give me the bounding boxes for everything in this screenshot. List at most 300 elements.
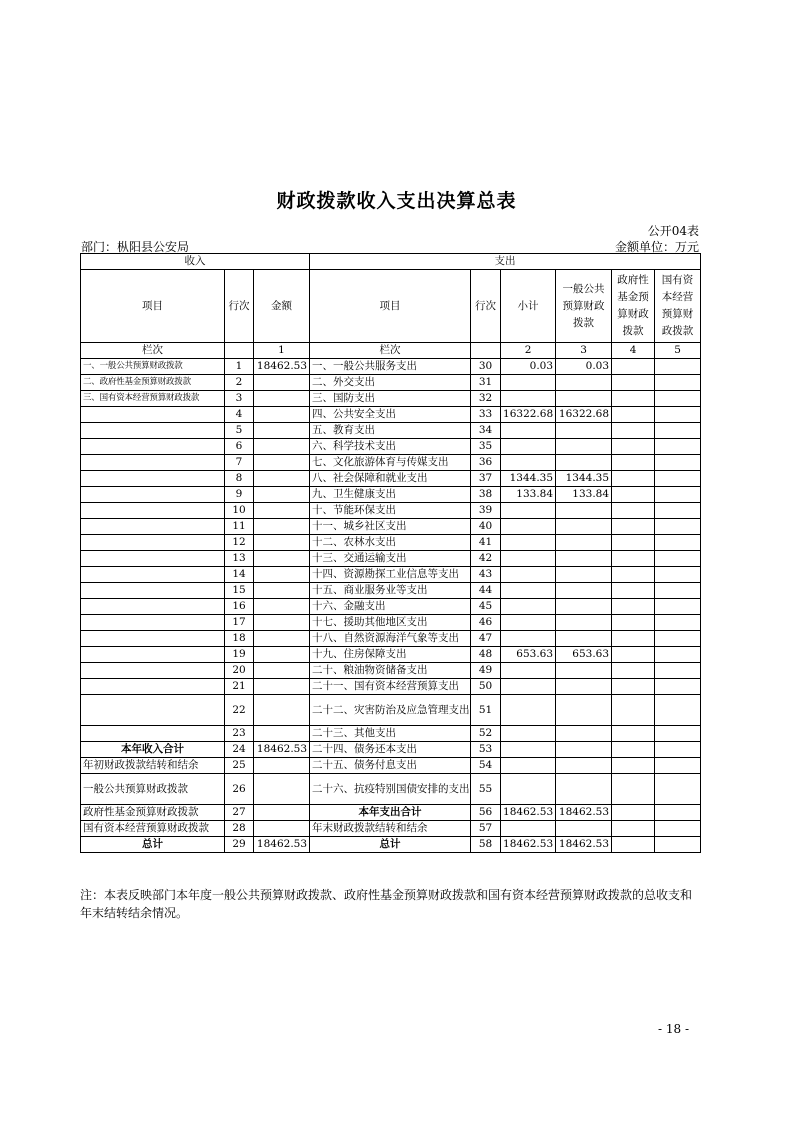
table-row: [81, 599, 701, 615]
subtotal-cell: [501, 423, 556, 439]
general-budget-cell: [556, 535, 612, 551]
expense-row-no-cell: 36: [471, 455, 501, 471]
expense-row-no-cell: 40: [471, 519, 501, 535]
state-capital-cell: [655, 503, 701, 519]
income-amount-cell: [254, 567, 310, 583]
income-row-no-cell: 4: [225, 407, 254, 423]
income-item-header: 项目: [81, 270, 225, 343]
income-header: 收入: [81, 254, 310, 270]
expense-item-cell: 年末财政拨款结转和结余: [310, 821, 471, 837]
income-amount-cell: 18462.53: [254, 742, 310, 758]
expense-row-no-cell: 50: [471, 679, 501, 695]
table-row: [81, 375, 701, 391]
general-budget-cell: [556, 583, 612, 599]
income-row-no-cell: 17: [225, 615, 254, 631]
income-item-cell: 国有资本经营预算财政拨款: [81, 821, 225, 837]
expense-item-cell: 十三、交通运输支出: [310, 551, 471, 567]
gov-fund-cell: [612, 774, 655, 805]
subtotal-cell: [501, 439, 556, 455]
gov-fund-cell: [612, 535, 655, 551]
expense-row-no-cell: 31: [471, 375, 501, 391]
gov-fund-cell: [612, 551, 655, 567]
subtotal-cell: 0.03: [501, 359, 556, 375]
income-item-cell: 一般公共预算财政拨款: [81, 774, 225, 805]
income-row-no-cell: 2: [225, 375, 254, 391]
expense-row-no-cell: 54: [471, 758, 501, 774]
income-row-no-cell: 8: [225, 471, 254, 487]
income-amount-cell: [254, 663, 310, 679]
income-amount-cell: [254, 391, 310, 407]
expense-row-no-cell: 57: [471, 821, 501, 837]
column-number: 4: [612, 343, 655, 359]
expense-row-no-cell: 58: [471, 837, 501, 853]
page-title: 财政拨款收入支出决算总表: [276, 190, 517, 212]
income-item-cell: 三、国有资本经营预算财政拨款: [81, 391, 225, 407]
general-budget-cell: [556, 551, 612, 567]
general-budget-cell: [556, 439, 612, 455]
subtotal-cell: [501, 615, 556, 631]
expense-item-cell: 十二、农林水支出: [310, 535, 471, 551]
table-row: [81, 535, 701, 551]
expense-item-cell: 二、外交支出: [310, 375, 471, 391]
gov-fund-cell: [612, 695, 655, 726]
subtotal-cell: 133.84: [501, 487, 556, 503]
gov-fund-cell: [612, 407, 655, 423]
income-row-no-cell: 18: [225, 631, 254, 647]
state-capital-cell: [655, 726, 701, 742]
expense-row-no-cell: 55: [471, 774, 501, 805]
income-item-cell: [81, 726, 225, 742]
expense-row-no-cell: 52: [471, 726, 501, 742]
income-item-cell: [81, 535, 225, 551]
income-row-no-cell: 22: [225, 695, 254, 726]
income-item-cell: [81, 551, 225, 567]
general-budget-cell: [556, 821, 612, 837]
income-amount-cell: [254, 535, 310, 551]
expense-item-cell: 五、教育支出: [310, 423, 471, 439]
general-budget-cell: [556, 631, 612, 647]
state-capital-cell: [655, 487, 701, 503]
column-number: 3: [556, 343, 612, 359]
income-row-no-cell: 5: [225, 423, 254, 439]
general-budget-cell: 16322.68: [556, 407, 612, 423]
income-amount-cell: [254, 455, 310, 471]
gov-fund-cell: [612, 439, 655, 455]
income-item-cell: [81, 503, 225, 519]
expense-item-cell: 一、一般公共服务支出: [310, 359, 471, 375]
table-row: [81, 439, 701, 455]
table-row: [81, 487, 701, 503]
income-row-no-cell: 28: [225, 821, 254, 837]
subtotal-cell: [501, 583, 556, 599]
expense-row-no-cell: 44: [471, 583, 501, 599]
gov-fund-cell: [612, 567, 655, 583]
expense-item-cell: 二十、粮油物资储备支出: [310, 663, 471, 679]
expense-item-cell: 十七、援助其他地区支出: [310, 615, 471, 631]
gov-fund-cell: [612, 455, 655, 471]
table-row: [81, 663, 701, 679]
state-capital-cell: [655, 805, 701, 821]
table-row: [81, 519, 701, 535]
table-row: [81, 726, 701, 742]
general-budget-cell: [556, 599, 612, 615]
general-budget-cell: [556, 567, 612, 583]
expense-row-no-cell: 56: [471, 805, 501, 821]
gov-fund-cell: [612, 583, 655, 599]
income-row-no-cell: 13: [225, 551, 254, 567]
expense-item-cell: 本年支出合计: [310, 805, 471, 821]
state-capital-cell: [655, 663, 701, 679]
general-budget-cell: [556, 679, 612, 695]
general-budget-cell: [556, 375, 612, 391]
state-capital-cell: [655, 774, 701, 805]
state-capital-cell: [655, 837, 701, 853]
column-label: 栏次: [310, 343, 471, 359]
table-row: [81, 455, 701, 471]
income-row-no-cell: 19: [225, 647, 254, 663]
income-row-no-cell: 21: [225, 679, 254, 695]
column-label: 栏次: [81, 343, 225, 359]
state-capital-cell: [655, 647, 701, 663]
income-amount-cell: [254, 695, 310, 726]
subtotal-cell: 1344.35: [501, 471, 556, 487]
gov-fund-cell: [612, 503, 655, 519]
income-amount-cell: [254, 631, 310, 647]
income-item-cell: [81, 679, 225, 695]
expense-row-no-cell: 43: [471, 567, 501, 583]
state-capital-cell: [655, 423, 701, 439]
income-amount-cell: [254, 821, 310, 837]
expense-row-no-cell: 41: [471, 535, 501, 551]
income-item-cell: 本年收入合计: [81, 742, 225, 758]
expense-item-cell: 二十六、抗疫特别国债安排的支出: [310, 774, 471, 805]
table-row: [81, 647, 701, 663]
income-amount-cell: [254, 615, 310, 631]
income-item-cell: [81, 423, 225, 439]
expense-item-cell: 七、文化旅游体育与传媒支出: [310, 455, 471, 471]
income-item-cell: [81, 663, 225, 679]
form-number: 公开04表: [647, 224, 699, 238]
gov-fund-cell: [612, 423, 655, 439]
expense-item-cell: 总计: [310, 837, 471, 853]
general-budget-cell: [556, 726, 612, 742]
income-row-no-cell: 20: [225, 663, 254, 679]
state-capital-cell: [655, 439, 701, 455]
table-row: [81, 631, 701, 647]
gov-fund-cell: [612, 647, 655, 663]
income-row-no-cell: 1: [225, 359, 254, 375]
table-row: [81, 503, 701, 519]
subtotal-cell: [501, 551, 556, 567]
general-budget-cell: 18462.53: [556, 805, 612, 821]
column-number: 1: [254, 343, 310, 359]
unit-label: 金额单位：万元: [614, 240, 699, 254]
income-row-no-cell: 9: [225, 487, 254, 503]
income-amount-cell: [254, 647, 310, 663]
gov-fund-cell: [612, 805, 655, 821]
subtotal-cell: [501, 567, 556, 583]
table-row: [81, 695, 701, 726]
budget-table: [80, 253, 701, 853]
table-row: [81, 423, 701, 439]
state-capital-cell: [655, 471, 701, 487]
income-item-cell: 年初财政拨款结转和结余: [81, 758, 225, 774]
state-capital-header: 国有资本经营预算财政拨款: [655, 270, 701, 343]
income-amount-cell: [254, 726, 310, 742]
income-item-cell: [81, 407, 225, 423]
table-row: [81, 679, 701, 695]
income-item-cell: [81, 519, 225, 535]
subtotal-cell: 18462.53: [501, 805, 556, 821]
expense-item-cell: 十四、资源勘探工业信息等支出: [310, 567, 471, 583]
income-row-no-cell: 15: [225, 583, 254, 599]
general-budget-cell: 133.84: [556, 487, 612, 503]
expense-row-no-cell: 46: [471, 615, 501, 631]
table-row: [81, 407, 701, 423]
subtotal-cell: 653.63: [501, 647, 556, 663]
expense-row-no-cell: 42: [471, 551, 501, 567]
state-capital-cell: [655, 679, 701, 695]
income-row-no-cell: 27: [225, 805, 254, 821]
department-label: 部门：枞阳县公安局: [81, 240, 190, 254]
expense-row-no-cell: 33: [471, 407, 501, 423]
state-capital-cell: [655, 695, 701, 726]
expense-item-cell: 十八、自然资源海洋气象等支出: [310, 631, 471, 647]
expense-item-cell: 二十五、债务付息支出: [310, 758, 471, 774]
column-number: 5: [655, 343, 701, 359]
expense-item-cell: 八、社会保障和就业支出: [310, 471, 471, 487]
subtotal-cell: [501, 821, 556, 837]
subtotal-cell: [501, 631, 556, 647]
general-budget-cell: [556, 455, 612, 471]
table-row: [81, 359, 701, 375]
gov-fund-cell: [612, 391, 655, 407]
table-row: [81, 615, 701, 631]
income-row-no-cell: 25: [225, 758, 254, 774]
expense-row-no-cell: 32: [471, 391, 501, 407]
subtotal-cell: [501, 455, 556, 471]
general-budget-cell: [556, 758, 612, 774]
income-row-no-cell: 3: [225, 391, 254, 407]
table-row: [81, 391, 701, 407]
blank-cell: [225, 343, 254, 359]
gov-fund-cell: [612, 758, 655, 774]
subtotal-header: 小计: [501, 270, 556, 343]
table-row: [81, 583, 701, 599]
income-item-cell: [81, 615, 225, 631]
expense-row-no-cell: 37: [471, 471, 501, 487]
expense-row-no-cell: 30: [471, 359, 501, 375]
general-budget-cell: [556, 391, 612, 407]
income-amount-cell: [254, 758, 310, 774]
income-row-no-cell: 29: [225, 837, 254, 853]
income-row-no-cell: 12: [225, 535, 254, 551]
state-capital-cell: [655, 391, 701, 407]
subtotal-cell: [501, 663, 556, 679]
income-amount-cell: [254, 519, 310, 535]
income-amount-cell: [254, 503, 310, 519]
expense-row-no-cell: 51: [471, 695, 501, 726]
income-row-no-cell: 14: [225, 567, 254, 583]
income-item-cell: 一、一般公共预算财政拨款: [81, 359, 225, 375]
income-amount-cell: [254, 583, 310, 599]
gov-fund-cell: [612, 821, 655, 837]
income-amount-cell: [254, 471, 310, 487]
gov-fund-cell: [612, 663, 655, 679]
income-amount-cell: [254, 805, 310, 821]
expense-row-no-cell: 38: [471, 487, 501, 503]
general-budget-cell: 0.03: [556, 359, 612, 375]
income-item-cell: [81, 695, 225, 726]
expense-item-cell: 二十二、灾害防治及应急管理支出: [310, 695, 471, 726]
income-item-cell: [81, 471, 225, 487]
general-budget-cell: [556, 503, 612, 519]
gov-fund-header: 政府性基金预算财政拨款: [612, 270, 655, 343]
expense-item-cell: 三、国防支出: [310, 391, 471, 407]
income-amount-cell: [254, 423, 310, 439]
income-amount-cell: [254, 599, 310, 615]
expense-row-no-cell: 35: [471, 439, 501, 455]
income-item-cell: [81, 455, 225, 471]
table-row: [81, 567, 701, 583]
general-budget-cell: [556, 742, 612, 758]
expense-item-cell: 十、节能环保支出: [310, 503, 471, 519]
income-row-no-cell: 6: [225, 439, 254, 455]
income-amount-cell: [254, 487, 310, 503]
income-amount-cell: [254, 679, 310, 695]
subtotal-cell: [501, 375, 556, 391]
gov-fund-cell: [612, 487, 655, 503]
gov-fund-cell: [612, 359, 655, 375]
state-capital-cell: [655, 615, 701, 631]
state-capital-cell: [655, 567, 701, 583]
expense-item-cell: 十九、住房保障支出: [310, 647, 471, 663]
subtotal-cell: [501, 519, 556, 535]
column-number: 2: [501, 343, 556, 359]
general-budget-header: 一般公共预算财政拨款: [556, 270, 612, 343]
expense-header: 支出: [310, 254, 701, 270]
expense-row-no-cell: 48: [471, 647, 501, 663]
table-row: [81, 821, 701, 837]
state-capital-cell: [655, 455, 701, 471]
income-item-cell: 政府性基金预算财政拨款: [81, 805, 225, 821]
income-row-no-cell: 10: [225, 503, 254, 519]
income-amount-header: 金额: [254, 270, 310, 343]
state-capital-cell: [655, 519, 701, 535]
subtotal-cell: 16322.68: [501, 407, 556, 423]
expense-row-no-cell: 34: [471, 423, 501, 439]
state-capital-cell: [655, 742, 701, 758]
general-budget-cell: [556, 774, 612, 805]
subtotal-cell: [501, 695, 556, 726]
expense-row-no-cell: 45: [471, 599, 501, 615]
general-budget-cell: [556, 519, 612, 535]
subtotal-cell: 18462.53: [501, 837, 556, 853]
state-capital-cell: [655, 821, 701, 837]
general-budget-cell: 653.63: [556, 647, 612, 663]
subtotal-cell: [501, 535, 556, 551]
income-row-no-cell: 23: [225, 726, 254, 742]
income-item-cell: [81, 567, 225, 583]
table-row: [81, 837, 701, 853]
income-item-cell: [81, 487, 225, 503]
gov-fund-cell: [612, 375, 655, 391]
expense-item-cell: 九、卫生健康支出: [310, 487, 471, 503]
gov-fund-cell: [612, 631, 655, 647]
gov-fund-cell: [612, 599, 655, 615]
page-number: - 18 -: [657, 1022, 689, 1036]
subtotal-cell: [501, 679, 556, 695]
subtotal-cell: [501, 758, 556, 774]
table-row: [81, 758, 701, 774]
table-row: [81, 774, 701, 805]
state-capital-cell: [655, 631, 701, 647]
table-row: [81, 742, 701, 758]
income-amount-cell: [254, 407, 310, 423]
state-capital-cell: [655, 535, 701, 551]
income-row-no-cell: 26: [225, 774, 254, 805]
income-item-cell: 总计: [81, 837, 225, 853]
expense-row-no-cell: 47: [471, 631, 501, 647]
table-row: [81, 805, 701, 821]
gov-fund-cell: [612, 679, 655, 695]
gov-fund-cell: [612, 726, 655, 742]
income-item-cell: [81, 583, 225, 599]
income-row-no-cell: 11: [225, 519, 254, 535]
table-row: [81, 551, 701, 567]
income-amount-cell: [254, 551, 310, 567]
general-budget-cell: [556, 615, 612, 631]
state-capital-cell: [655, 758, 701, 774]
income-amount-cell: [254, 439, 310, 455]
table-row: [81, 471, 701, 487]
expense-row-no-cell: 39: [471, 503, 501, 519]
general-budget-cell: 18462.53: [556, 837, 612, 853]
state-capital-cell: [655, 375, 701, 391]
expense-item-header: 项目: [310, 270, 471, 343]
income-amount-cell: [254, 375, 310, 391]
expense-item-cell: 二十四、债务还本支出: [310, 742, 471, 758]
gov-fund-cell: [612, 837, 655, 853]
expense-item-cell: 六、科学技术支出: [310, 439, 471, 455]
state-capital-cell: [655, 407, 701, 423]
expense-item-cell: 四、公共安全支出: [310, 407, 471, 423]
gov-fund-cell: [612, 471, 655, 487]
subtotal-cell: [501, 774, 556, 805]
expense-item-cell: 二十三、其他支出: [310, 726, 471, 742]
expense-row-no-header: 行次: [471, 270, 501, 343]
general-budget-cell: [556, 663, 612, 679]
subtotal-cell: [501, 599, 556, 615]
income-row-no-cell: 24: [225, 742, 254, 758]
general-budget-cell: [556, 695, 612, 726]
income-item-cell: [81, 631, 225, 647]
state-capital-cell: [655, 551, 701, 567]
gov-fund-cell: [612, 615, 655, 631]
general-budget-cell: [556, 423, 612, 439]
income-item-cell: [81, 647, 225, 663]
expense-item-cell: 十五、商业服务业等支出: [310, 583, 471, 599]
expense-row-no-cell: 49: [471, 663, 501, 679]
subtotal-cell: [501, 726, 556, 742]
income-row-no-cell: 7: [225, 455, 254, 471]
expense-item-cell: 二十一、国有资本经营预算支出: [310, 679, 471, 695]
subtotal-cell: [501, 503, 556, 519]
income-row-no-header: 行次: [225, 270, 254, 343]
expense-item-cell: 十一、城乡社区支出: [310, 519, 471, 535]
gov-fund-cell: [612, 519, 655, 535]
expense-item-cell: 十六、金融支出: [310, 599, 471, 615]
